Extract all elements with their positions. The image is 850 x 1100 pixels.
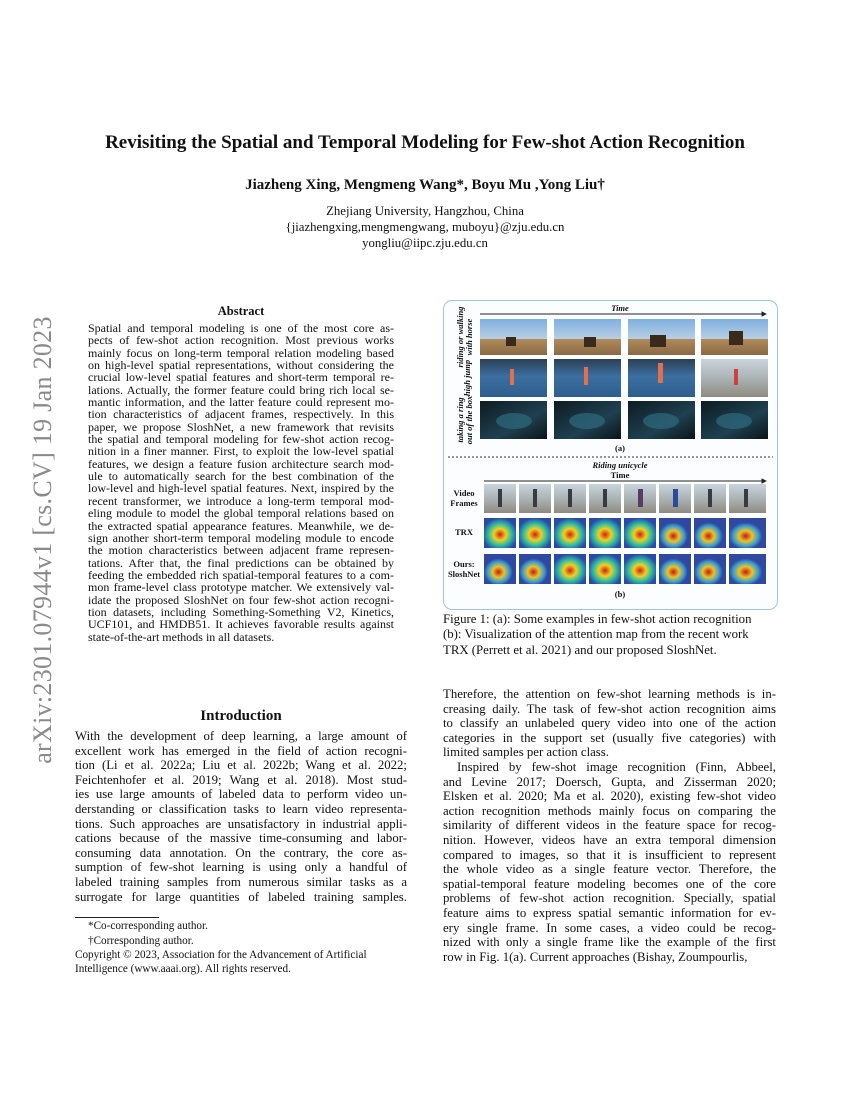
text-line: sign another short-term temporal modeling module to encode	[88, 530, 394, 545]
text-line: tion datasets, including Something-Something V2, Kinetics,	[88, 604, 394, 619]
text-line: tion (Li et al. 2022a; Liu et al. 2022b; Wang et al. 2022;	[75, 758, 407, 773]
text-line: pects of few-shot action recognition. Most previous works	[88, 333, 394, 348]
abstract-heading: Abstract	[217, 304, 265, 318]
text-line: state-of-the-art methods in all datasets.	[88, 629, 275, 644]
figure-row-label: riding or walking	[455, 306, 465, 368]
affiliation-line: {jiazhengxing,mengmengwang, muboyu}@zju.edu.cn	[285, 220, 565, 234]
figure-row-a-horse	[480, 319, 768, 355]
figure-riding-label: Riding unicycle	[592, 460, 648, 470]
affiliation-line: Zhejiang University, Hangzhou, China	[326, 204, 524, 218]
text-line: mon frame-level class prototype matcher. We extensively val-	[88, 580, 394, 595]
text-line: paper, we propose SloshNet, a new framework that revisits	[88, 419, 394, 434]
text-line: Spatial and temporal modeling is one of the most core as-	[88, 321, 394, 335]
text-line: lations. Actually, the former feature could bring rich local se-	[88, 382, 394, 397]
text-line: compared to images, so that it is insufficient to represent	[443, 847, 776, 862]
figure-1-graphic	[444, 301, 777, 609]
copyright-line: Intelligence (www.aaai.org). All rights reserved.	[75, 962, 291, 975]
text-line: and Levine 2017; Doersch, Gupta, and Zisserman 2020;	[443, 774, 776, 789]
text-line: the motion characteristics between adjacent frame represen-	[88, 543, 394, 558]
text-line: action recognition methods mainly focus on comparing the	[443, 803, 776, 818]
footnote-rule	[75, 917, 159, 918]
text-line: spatial-temporal feature modeling becomes one of the core	[443, 876, 776, 891]
text-line: limited samples per action class.	[443, 745, 609, 760]
text-line: the extracted spatial appearance features. Meanwhile, we de-	[88, 518, 394, 533]
figure-row-label: high jump	[462, 359, 472, 397]
figure-row-a-high-jump	[480, 359, 768, 397]
text-line: low-level and high-level spatial features. Next, inspired by the	[88, 481, 394, 496]
text-line: idate the proposed SloshNet on four few-shot action recogni-	[88, 592, 394, 607]
text-line: features, we design a feature fusion architecture search mod-	[88, 456, 394, 471]
text-line: to classify an unlabeled query video into one of the action	[443, 716, 776, 731]
paper-authors: Jiazheng Xing, Mengmeng Wang*, Boyu Mu ,Yong Liu†	[245, 177, 605, 193]
figure-row-label: SloshNet	[447, 569, 481, 579]
text-line: categories in the support set (usually five categories) with	[443, 730, 776, 745]
text-line: consuming data annotation. On the contrary, the core as-	[75, 845, 407, 860]
text-line: eling module to model the global temporal relations based on	[88, 506, 394, 521]
text-line: problems of few-shot action recognition. Specially, spatial	[443, 891, 776, 906]
figure-row-label: with horse	[464, 318, 474, 356]
text-line: nized with only a single frame like the example of the first	[443, 935, 776, 950]
text-line: Feichtenhofer et al. 2019; Wang et al. 2018). Most stud-	[75, 772, 407, 787]
figure-row-label: Video	[453, 488, 475, 498]
text-line: derstanding or classification tasks to learn video representa-	[75, 801, 407, 816]
text-line: Elsken et al. 2020; Ma et al. 2020), existing few-shot video	[443, 789, 776, 804]
copyright-line: Copyright © 2023, Association for the Advancement of Artificial	[75, 949, 367, 961]
text-line: excellent work has emerged in the field of action recogni-	[75, 743, 407, 758]
text-line: tations. After that, the final predictions can be obtained by	[88, 555, 394, 570]
text-line: the whole video as a single feature vector. Therefore, the	[443, 862, 776, 877]
caption-line: TRX (Perrett et al. 2021) and our proposed SloshNet.	[443, 642, 717, 657]
text-line: labeled training samples from numerous similar tasks as a	[75, 874, 407, 889]
arxiv-sidebar-stamp	[27, 295, 59, 785]
text-line: Inspired by few-shot image recognition (Finn, Abbeel,	[457, 759, 776, 774]
caption-line: (b): Visualization of the attention map from the recent work	[443, 627, 749, 642]
text-line: UCF101, and HMDB51. It achieves favorable results against	[88, 617, 394, 632]
text-line: tion characteristics of adjacent frames, respectively. In this	[88, 407, 394, 422]
text-line: With the development of deep learning, a large amount of	[75, 729, 407, 743]
arxiv-id: arXiv:2301.07944v1 [cs.CV] 19 Jan 2023	[28, 316, 57, 764]
text-line: nition in a finer manner. First, to exploit the low-level spatial	[88, 444, 394, 459]
text-line: nition. However, videos have an extra temporal dimension	[443, 832, 776, 847]
text-line: on high-level spatial representations, without considering the	[88, 358, 394, 373]
introduction-body	[75, 729, 407, 904]
text-line: ery single frame. In some cases, a video could be recog-	[443, 920, 776, 935]
text-line: surrogate for large quantities of labeled training samples.	[75, 889, 407, 904]
footnote-co-corresponding: *Co-corresponding author.	[88, 920, 208, 932]
text-line: similarity of different videos in the feature space for recog-	[443, 818, 776, 833]
text-line: sumption of few-shot learning is using only a handful of	[75, 860, 407, 875]
figure-row-label: taking a ring	[455, 397, 465, 443]
abstract-body	[88, 322, 394, 643]
figure-row-b-trx-attention	[484, 518, 766, 548]
figure-time-label-a: Time	[611, 303, 629, 313]
figure-time-label-b: Time	[610, 470, 630, 480]
right-column-body	[443, 687, 776, 964]
text-line: Therefore, the attention on few-shot learning methods is in-	[443, 687, 776, 701]
text-line: creasing daily. The task of few-shot action recognition aims	[443, 701, 776, 716]
affiliation-block	[40, 203, 810, 251]
figure-row-label: TRX	[455, 527, 473, 537]
figure-row-b-video-frames	[484, 484, 766, 513]
text-line: crucial low-level spatial features and short-term temporal re-	[88, 370, 394, 385]
footnote-corresponding: †Corresponding author.	[88, 935, 194, 947]
figure-row-b-sloshnet-attention	[484, 554, 766, 584]
figure-row-a-ring-box	[480, 401, 768, 439]
text-line: the spatial and temporal modeling for few-shot action recog-	[88, 432, 394, 447]
text-line: mainly focus on long-term temporal relation modeling based	[88, 345, 394, 360]
text-line: recent transformer, we introduce a long-term temporal mod-	[88, 493, 394, 508]
text-line: feature aims to express spatial semantic information for ev-	[443, 905, 776, 920]
text-line: feeding the embedded rich spatial-temporal features to a com-	[88, 567, 394, 582]
figure-row-label: Frames	[450, 498, 478, 508]
affiliation-line: yongliu@iipc.zju.edu.cn	[362, 236, 488, 250]
figure-row-label: out of the box	[464, 395, 474, 445]
figure-row-label: Ours:	[453, 559, 475, 569]
caption-line: Figure 1: (a): Some examples in few-shot action recognition	[443, 612, 752, 626]
text-line: tions. Such approaches are unsatisfactory in industrial appli-	[75, 816, 407, 831]
figure-1	[443, 300, 778, 610]
text-line: ies use large amounts of labeled data to perform video un-	[75, 787, 407, 802]
text-line: cations because of the massive time-consuming and labor-	[75, 831, 407, 846]
text-line: row in Fig. 1(a). Current approaches (Bishay, Zoumpourlis,	[443, 949, 748, 964]
text-line: ule to automatically search for the best combination of the	[88, 469, 394, 484]
figure-1-caption	[443, 612, 776, 658]
paper-title: Revisiting the Spatial and Temporal Modeling for Few-shot Action Recognition	[105, 132, 745, 153]
introduction-heading: Introduction	[200, 708, 282, 724]
copyright-notice	[75, 949, 407, 977]
text-line: mantic information, and the latter feature could represent mo-	[88, 395, 394, 410]
figure-panel-label-a: (a)	[615, 443, 625, 453]
figure-panel-label-b: (b)	[614, 589, 626, 599]
